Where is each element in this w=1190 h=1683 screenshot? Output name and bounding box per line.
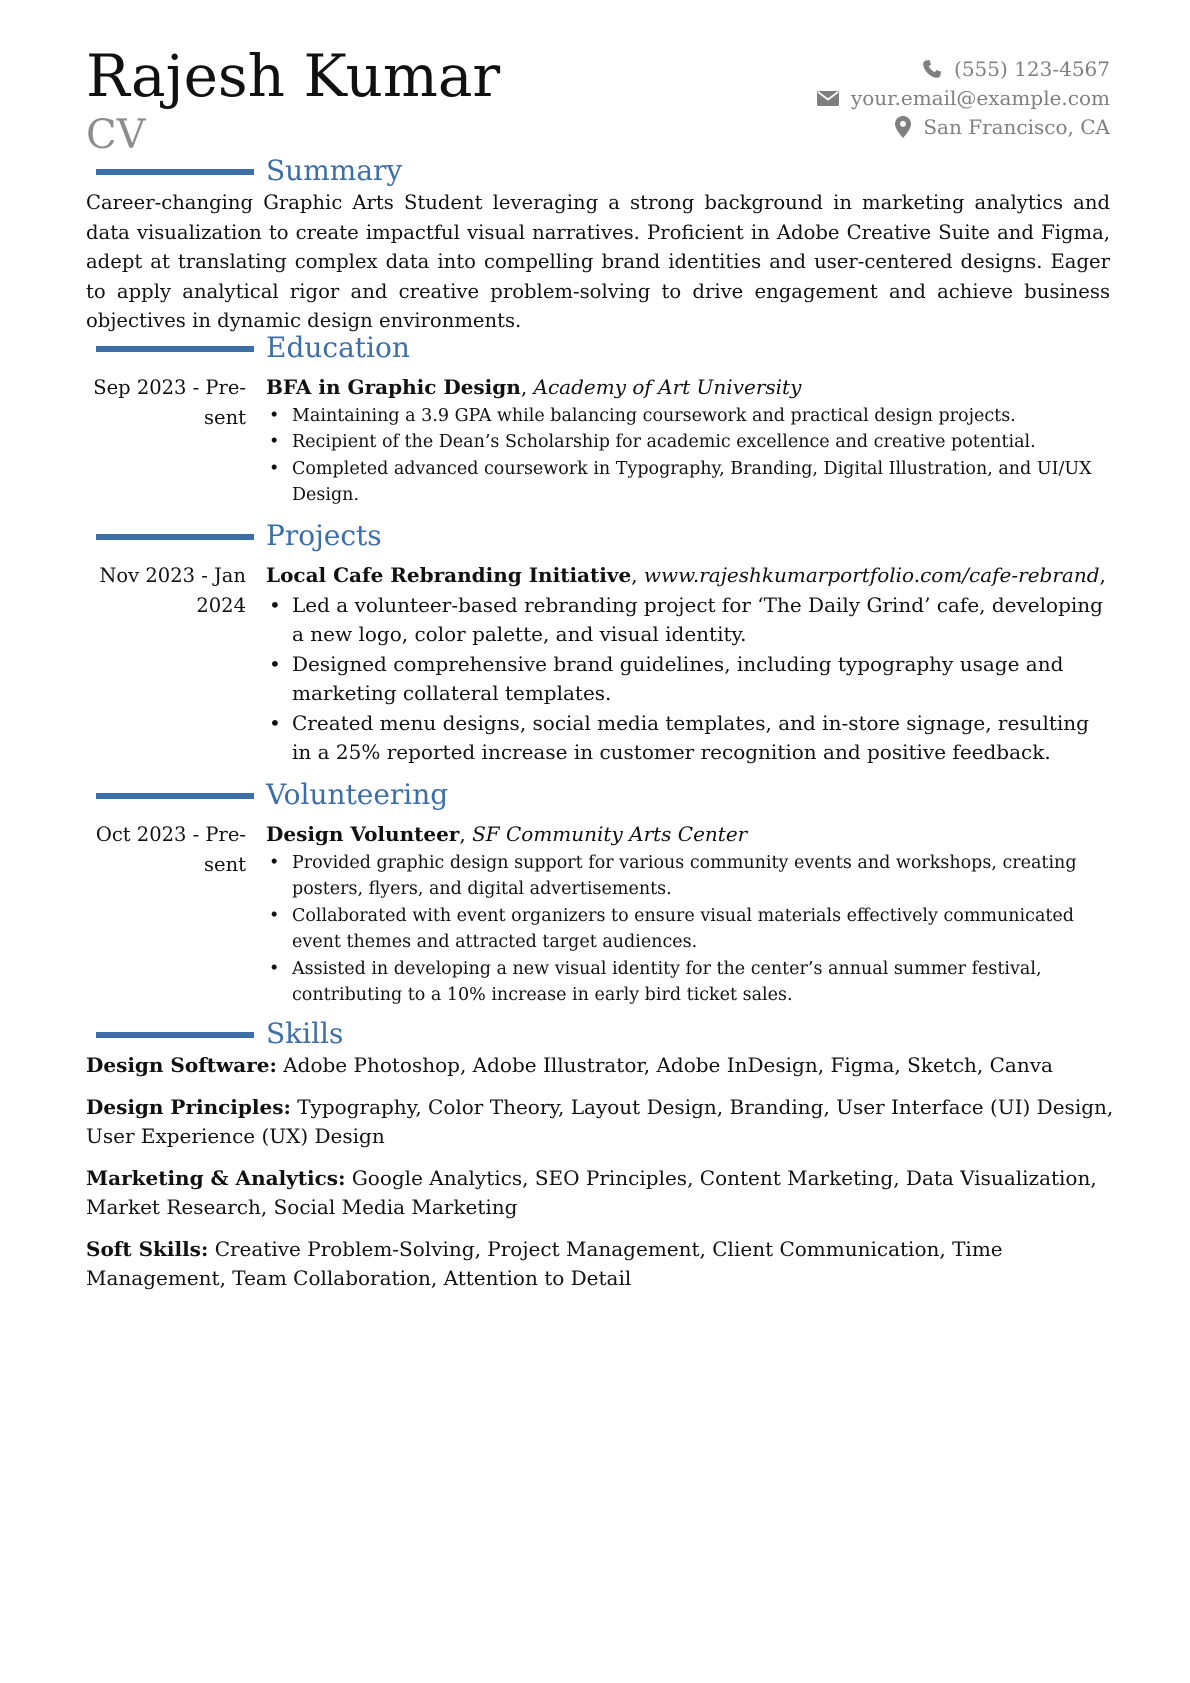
section-title: Projects: [266, 519, 382, 552]
contact-email[interactable]: [690, 83, 1110, 112]
candidate-name: Rajesh Kumar: [86, 42, 501, 110]
volunteering-section: [0, 778, 1190, 1009]
section-heading: [0, 519, 1190, 553]
section-rule: [96, 346, 254, 352]
skills-list: [86, 1051, 1114, 1294]
institution-name: Academy of Art University: [533, 375, 802, 399]
section-title: Education: [266, 331, 410, 364]
role-title: Design Volunteer: [266, 822, 460, 846]
list-item: • Assisted in developing a new visual identity for the center’s annual summer festival, contributing to a 10% increase in early bird ticket sales.: [266, 956, 1111, 1009]
entry-heading: Design Volunteer, SF Community Arts Center: [266, 822, 748, 846]
contact-block: [690, 54, 1110, 141]
list-item: • Completed advanced coursework in Typography, Branding, Digital Illustration, and UI/UX Design.: [266, 456, 1111, 509]
organization-name: SF Community Arts Center: [472, 822, 748, 846]
entry-bullets: [266, 403, 1111, 509]
list-item: • Created menu designs, social media templates, and in-store signage, resulting in a 25% reported increase in customer recognition and positive feedback.: [266, 709, 1111, 768]
entry-heading: BFA in Graphic Design, Academy of Art University: [266, 375, 802, 399]
entry-bullets: [266, 850, 1111, 1009]
education-section: [0, 331, 1190, 509]
entry-bullets: [266, 591, 1111, 768]
list-item: • Collaborated with event organizers to ensure visual materials effectively communicated event themes and attracted target audiences.: [266, 903, 1111, 956]
phone-number: (555) 123-4567: [954, 56, 1110, 81]
education-entry: [0, 373, 1190, 509]
project-entry: [0, 561, 1190, 768]
list-item: • Provided graphic design support for various community events and workshops, creating posters, flyers, and digital advertisements.: [266, 850, 1111, 903]
contact-location: [690, 112, 1110, 141]
contact-phone[interactable]: [690, 54, 1110, 83]
section-rule: [96, 793, 254, 799]
section-title: Skills: [266, 1017, 344, 1050]
section-rule: [96, 1032, 254, 1038]
phone-icon: [922, 59, 942, 79]
summary-text: Career-changing Graphic Arts Student leveraging a strong background in marketing analytics and data visualization to create impactful visual narratives. Proficient in Adobe Creative Suite and Figma, adept at translating complex data into compelling brand identities and user-centered designs. Eager to apply analytical rigor and creative problem-solving to drive engagement and achieve business objectives in dynamic design environments.: [86, 191, 1110, 332]
map-marker-icon: [895, 116, 911, 138]
skill-row: Marketing & Analytics: Google Analytics, SEO Principles, Content Marketing, Data Visualization, Market Research, Social Media Marketing: [86, 1165, 1097, 1219]
skill-row: Design Principles: Typography, Color Theory, Layout Design, Branding, User Interface (UI) Design, User Experience (UX) Design: [86, 1094, 1114, 1148]
skill-row: Soft Skills: Creative Problem-Solving, Project Management, Client Communication, Time Management, Team Collaboration, Attention to Detail: [86, 1236, 1003, 1290]
entry-date: Nov 2023 - Jan 2024: [99, 564, 246, 617]
project-name: Local Cafe Rebranding Initiative: [266, 563, 632, 587]
envelope-icon: [817, 89, 839, 107]
summary-section: [0, 154, 1190, 336]
section-heading: [0, 778, 1190, 812]
section-heading: [0, 1017, 1190, 1051]
location-text: San Francisco, CA: [923, 114, 1110, 139]
section-heading: [0, 331, 1190, 365]
entry-heading: Local Cafe Rebranding Initiative, www.rajeshkumarportfolio.com/cafe-rebrand,: [266, 563, 1106, 587]
list-item: • Recipient of the Dean’s Scholarship for academic excellence and creative potential.: [266, 429, 1111, 456]
list-item: • Maintaining a 3.9 GPA while balancing coursework and practical design projects.: [266, 403, 1111, 430]
email-address: your.email@example.com: [850, 85, 1110, 110]
project-url-link[interactable]: www.rajeshkumarportfolio.com/cafe-rebrand: [643, 563, 1100, 587]
skill-row: Design Software: Adobe Photoshop, Adobe Illustrator, Adobe InDesign, Figma, Sketch, Canva: [86, 1053, 1053, 1077]
section-title: Summary: [266, 154, 403, 187]
section-title: Volunteering: [266, 778, 449, 811]
list-item: • Designed comprehensive brand guidelines, including typography usage and marketing collateral templates.: [266, 650, 1111, 709]
document-subtitle: CV: [86, 112, 146, 158]
entry-date: Oct 2023 - Pre- sent: [95, 823, 246, 876]
degree-title: BFA in Graphic Design: [266, 375, 521, 399]
skills-section: [0, 1017, 1190, 1306]
volunteer-entry: [0, 820, 1190, 1009]
section-rule: [96, 169, 254, 175]
section-rule: [96, 534, 254, 540]
section-heading: [0, 154, 1190, 188]
list-item: • Led a volunteer-based rebranding project for ‘The Daily Grind’ cafe, developing a new logo, color palette, and visual identity.: [266, 591, 1111, 650]
projects-section: [0, 519, 1190, 768]
entry-date: Sep 2023 - Pre- sent: [93, 376, 246, 429]
